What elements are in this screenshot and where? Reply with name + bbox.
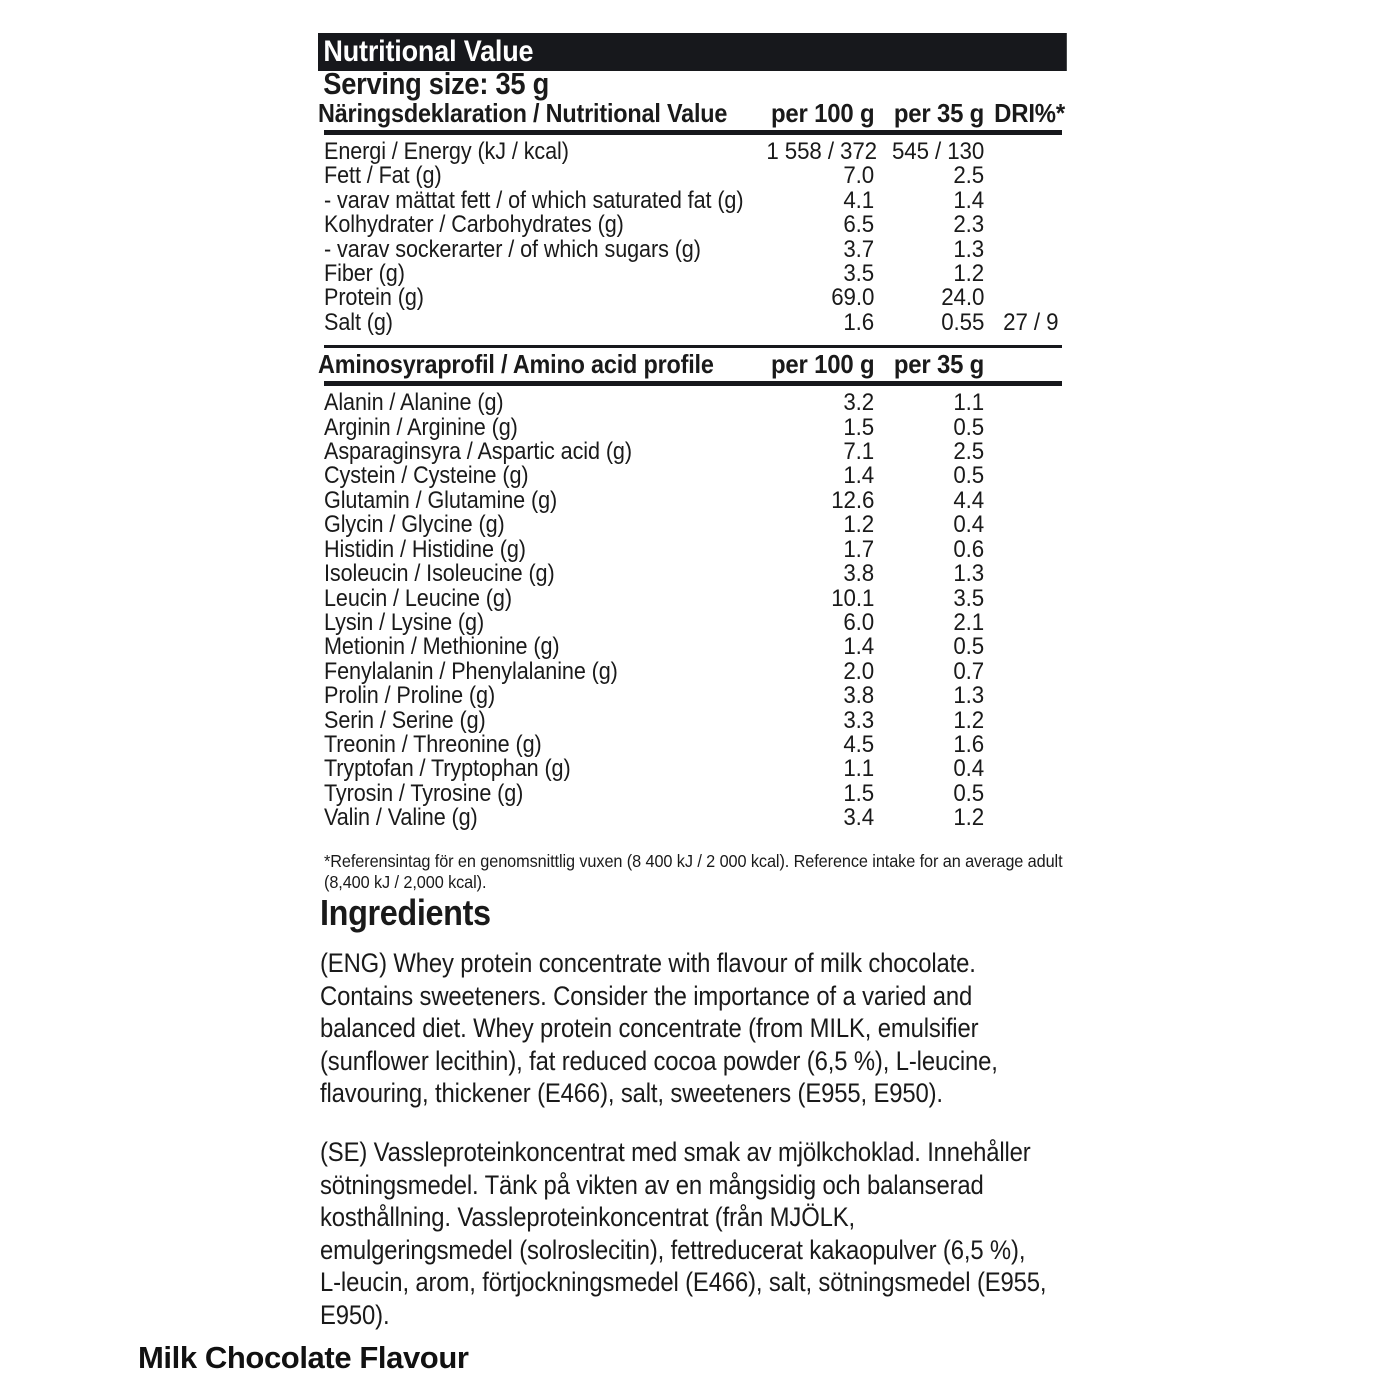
nutrition-header-label: Näringsdeklaration / Nutritional Value bbox=[318, 98, 728, 128]
row-label: Salt (g) bbox=[324, 308, 393, 336]
row-value-per-35g: 1.3 bbox=[953, 235, 984, 263]
row-value-per-100g: 7.1 bbox=[843, 438, 874, 466]
row-value-per-100g: 10.1 bbox=[830, 584, 874, 612]
row-value-per-100g: 3.8 bbox=[843, 560, 874, 588]
serving-size-text: Serving size: 35 g bbox=[323, 66, 549, 101]
row-value-per-100g: 69.0 bbox=[830, 284, 874, 312]
row-value-per-35g: 0.4 bbox=[953, 755, 984, 783]
amino-header-label: Aminosyraprofil / Amino acid profile bbox=[318, 349, 714, 380]
row-value-per-35g: 1.2 bbox=[953, 706, 984, 734]
row-value-dri bbox=[988, 262, 1062, 286]
nutrition-panel bbox=[318, 33, 1066, 893]
row-label: Treonin / Threonine (g) bbox=[324, 730, 542, 758]
row-value-per-100g: 1.5 bbox=[843, 413, 874, 441]
nutrition-row bbox=[318, 286, 1062, 310]
row-value-dri bbox=[988, 238, 1062, 262]
row-value-dri: 27 / 9 bbox=[1002, 308, 1058, 336]
nutrition-header-per-100g: per 100 g bbox=[770, 98, 874, 128]
row-value-dri bbox=[988, 635, 1062, 659]
row-value-per-35g: 0.5 bbox=[953, 779, 984, 807]
row-label: - varav sockerarter / of which sugars (g) bbox=[324, 235, 701, 263]
nutrition-table-body bbox=[318, 140, 1062, 335]
row-value-per-35g: 4.4 bbox=[953, 486, 984, 514]
row-label: Isoleucin / Isoleucine (g) bbox=[324, 560, 555, 588]
row-value-dri bbox=[988, 587, 1062, 611]
nutrition-header-per-35g: per 35 g bbox=[893, 98, 984, 128]
ingredients-heading: Ingredients bbox=[320, 892, 491, 933]
page-title: Nutritional Value bbox=[318, 33, 1067, 71]
row-value-dri bbox=[988, 684, 1062, 708]
row-label: Fett / Fat (g) bbox=[324, 162, 442, 190]
nutrition-row bbox=[318, 213, 1062, 237]
nutrition-row bbox=[318, 238, 1062, 262]
row-value-per-35g: 1.4 bbox=[953, 186, 984, 214]
row-value-dri bbox=[988, 489, 1062, 513]
row-label: Prolin / Proline (g) bbox=[324, 682, 496, 710]
row-value-dri bbox=[988, 213, 1062, 237]
amino-acid-row bbox=[318, 464, 1062, 488]
amino-acid-row bbox=[318, 611, 1062, 635]
row-value-per-100g: 4.5 bbox=[843, 730, 874, 758]
row-value-per-100g: 12.6 bbox=[830, 486, 874, 514]
row-label: Serin / Serine (g) bbox=[324, 706, 486, 734]
amino-acid-table-body bbox=[318, 391, 1062, 830]
row-value-per-35g: 0.5 bbox=[953, 633, 984, 661]
row-value-per-35g: 1.2 bbox=[953, 260, 984, 288]
row-value-dri bbox=[988, 140, 1062, 164]
row-label: Fiber (g) bbox=[324, 260, 405, 288]
row-value-dri bbox=[988, 286, 1062, 310]
row-value-per-100g: 7.0 bbox=[843, 162, 874, 190]
row-value-dri bbox=[988, 513, 1062, 537]
row-value-per-35g: 1.2 bbox=[953, 804, 984, 832]
row-value-per-35g: 2.5 bbox=[953, 438, 984, 466]
amino-header-per-35g: per 35 g bbox=[893, 349, 984, 380]
row-value-per-100g: 1.7 bbox=[843, 535, 874, 563]
row-value-dri bbox=[988, 164, 1062, 188]
row-value-per-100g: 6.5 bbox=[843, 211, 874, 239]
ingredients-section bbox=[318, 893, 1048, 1358]
row-value-per-35g: 2.5 bbox=[953, 162, 984, 190]
row-label: Glutamin / Glutamine (g) bbox=[324, 486, 558, 514]
row-label: Valin / Valine (g) bbox=[324, 804, 478, 832]
row-value-per-100g: 1.2 bbox=[843, 511, 874, 539]
nutrition-header-rule bbox=[324, 130, 1062, 135]
amino-acid-row bbox=[318, 660, 1062, 684]
amino-acid-row bbox=[318, 416, 1062, 440]
row-value-per-35g: 2.1 bbox=[953, 608, 984, 636]
row-value-dri bbox=[988, 782, 1062, 806]
row-value-dri bbox=[988, 733, 1062, 757]
amino-acid-row bbox=[318, 513, 1062, 537]
amino-header-rule bbox=[324, 381, 1062, 386]
row-value-per-100g: 3.8 bbox=[843, 682, 874, 710]
amino-acid-row bbox=[318, 782, 1062, 806]
amino-acid-row bbox=[318, 587, 1062, 611]
row-value-dri bbox=[988, 538, 1062, 562]
row-value-per-100g: 3.7 bbox=[843, 235, 874, 263]
row-value-per-100g: 3.2 bbox=[843, 389, 874, 417]
nutrition-row bbox=[318, 189, 1062, 213]
nutrition-table-header-row bbox=[318, 99, 1062, 128]
amino-acid-row bbox=[318, 391, 1062, 415]
ingredients-paragraph-swedish: (SE) Vassleproteinkoncentrat med smak av mjölkchoklad. Innehåller sötningsmedel. Tänk på vikten av en mångsidig och balanserad kosthållning. Vassleproteinkoncentrat (från MJÖLK, emulgeringsmedel (solroslecitin), fettreducerat kakaopulver (6,5 %), L-leucin, arom, förtjockningsmedel (E466), salt, sötningsmedel (E955, E950). bbox=[320, 1136, 1047, 1330]
row-label: Lysin / Lysine (g) bbox=[324, 608, 485, 636]
row-value-per-35g: 24.0 bbox=[940, 284, 984, 312]
row-value-dri bbox=[988, 611, 1062, 635]
row-value-per-35g: 1.1 bbox=[953, 389, 984, 417]
row-value-per-100g: 1.6 bbox=[843, 308, 874, 336]
amino-acid-row bbox=[318, 733, 1062, 757]
row-value-dri bbox=[988, 757, 1062, 781]
row-value-dri bbox=[988, 709, 1062, 733]
row-value-per-35g: 0.6 bbox=[953, 535, 984, 563]
amino-acid-row bbox=[318, 538, 1062, 562]
row-value-per-100g: 1 558 / 372 bbox=[766, 138, 878, 165]
amino-acid-table bbox=[318, 350, 1062, 379]
amino-acid-row bbox=[318, 489, 1062, 513]
flavour-title: Milk Chocolate Flavour bbox=[138, 1340, 469, 1375]
ingredients-paragraph-english: (ENG) Whey protein concentrate with flavour of milk chocolate. Contains sweeteners. Consider the importance of a varied and balanced diet. Whey protein concentrate (from MILK, emulsifier (sunflower lecithin), fat reduced cocoa powder (6,5 %), L-leucine, flavouring, thickener (E466), salt, sweeteners (E955, E950). bbox=[320, 948, 998, 1109]
row-label: Alanin / Alanine (g) bbox=[324, 389, 504, 417]
row-label: Tryptofan / Tryptophan (g) bbox=[324, 755, 571, 783]
nutrition-row bbox=[318, 164, 1062, 188]
row-value-dri bbox=[988, 660, 1062, 684]
row-value-per-100g: 3.3 bbox=[843, 706, 874, 734]
row-label: Cystein / Cysteine (g) bbox=[324, 462, 529, 490]
row-value-dri bbox=[988, 464, 1062, 488]
row-value-per-100g: 2.0 bbox=[843, 657, 874, 685]
row-label: - varav mättat fett / of which saturated fat (g) bbox=[324, 186, 744, 214]
row-value-per-35g: 1.6 bbox=[953, 730, 984, 758]
row-value-dri bbox=[988, 416, 1062, 440]
row-value-per-100g: 1.4 bbox=[843, 462, 874, 490]
amino-table-header-row bbox=[318, 350, 1062, 379]
row-value-per-100g: 1.5 bbox=[843, 779, 874, 807]
row-value-per-35g: 2.3 bbox=[953, 211, 984, 239]
row-label: Glycin / Glycine (g) bbox=[324, 511, 505, 539]
row-label: Kolhydrater / Carbohydrates (g) bbox=[324, 211, 624, 239]
nutrition-row bbox=[318, 311, 1062, 335]
row-label: Arginin / Arginine (g) bbox=[324, 413, 518, 441]
row-value-per-100g: 1.1 bbox=[843, 755, 874, 783]
amino-header-spacer bbox=[988, 350, 1062, 379]
nutrition-table bbox=[318, 98, 1066, 128]
nutrition-row bbox=[318, 262, 1062, 286]
row-value-per-35g: 1.3 bbox=[953, 682, 984, 710]
reference-intake-footnote: *Referensintag för en genomsnittlig vuxen (8 400 kJ / 2 000 kcal). Reference intake for an average adult (8,400 kJ / 2,000 kcal). bbox=[324, 850, 1063, 892]
row-value-per-35g: 545 / 130 bbox=[891, 138, 984, 165]
amino-header-per-100g: per 100 g bbox=[770, 349, 874, 380]
amino-acid-row bbox=[318, 757, 1062, 781]
row-value-per-35g: 3.5 bbox=[953, 584, 984, 612]
row-label: Energi / Energy (kJ / kcal) bbox=[324, 138, 569, 165]
row-label: Tyrosin / Tyrosine (g) bbox=[324, 779, 524, 807]
row-value-dri bbox=[988, 391, 1062, 415]
amino-acid-row bbox=[318, 562, 1062, 586]
row-value-dri bbox=[988, 806, 1062, 830]
nutrition-header-dri: DRI%* bbox=[994, 98, 1066, 128]
row-label: Fenylalanin / Phenylalanine (g) bbox=[324, 657, 618, 685]
row-label: Asparaginsyra / Aspartic acid (g) bbox=[324, 438, 632, 466]
amino-acid-row bbox=[318, 709, 1062, 733]
row-value-per-35g: 0.7 bbox=[953, 657, 984, 685]
amino-top-rule bbox=[324, 345, 1062, 348]
row-value-per-100g: 3.4 bbox=[843, 804, 874, 832]
amino-acid-row bbox=[318, 440, 1062, 464]
row-value-dri bbox=[988, 562, 1062, 586]
nutrition-row bbox=[318, 140, 1062, 164]
amino-acid-row bbox=[318, 806, 1062, 830]
row-value-per-100g: 4.1 bbox=[843, 186, 874, 214]
row-value-per-35g: 0.5 bbox=[953, 462, 984, 490]
row-value-per-35g: 0.4 bbox=[953, 511, 984, 539]
amino-acid-row bbox=[318, 635, 1062, 659]
row-label: Protein (g) bbox=[324, 284, 424, 312]
row-value-per-35g: 0.55 bbox=[940, 308, 984, 336]
row-value-per-35g: 0.5 bbox=[953, 413, 984, 441]
row-value-dri bbox=[988, 189, 1062, 213]
amino-acid-row bbox=[318, 684, 1062, 708]
row-value-dri bbox=[988, 440, 1062, 464]
row-value-per-100g: 6.0 bbox=[843, 608, 874, 636]
row-value-per-100g: 1.4 bbox=[843, 633, 874, 661]
row-value-per-100g: 3.5 bbox=[843, 260, 874, 288]
row-value-per-35g: 1.3 bbox=[953, 560, 984, 588]
row-label: Leucin / Leucine (g) bbox=[324, 584, 512, 612]
row-label: Histidin / Histidine (g) bbox=[324, 535, 526, 563]
row-label: Metionin / Methionine (g) bbox=[324, 633, 560, 661]
